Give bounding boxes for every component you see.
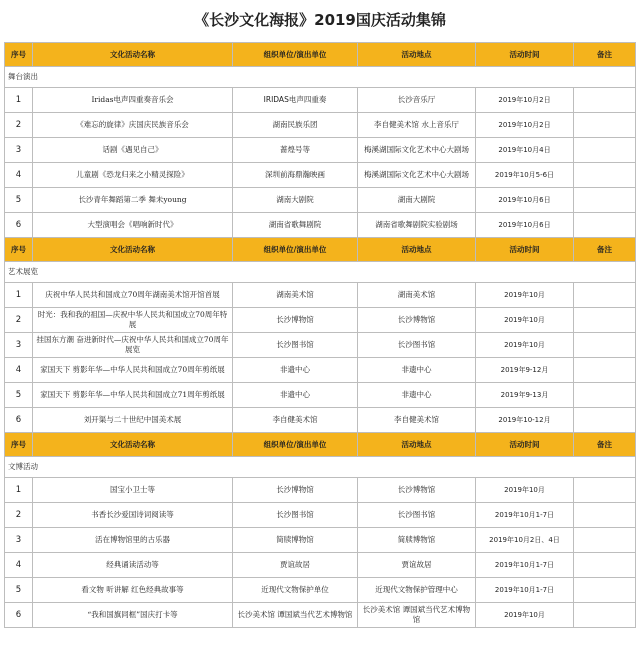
- row-number-cell: 6: [5, 603, 33, 628]
- activity-name-cell: 刘开渠与二十世纪中国美术展: [33, 408, 233, 433]
- remark-cell: [574, 553, 636, 578]
- activity-time-cell: 2019年10月6日: [476, 213, 574, 238]
- organizer-cell: 简牍博物馆: [233, 528, 358, 553]
- activity-time-cell: 2019年10月: [476, 478, 574, 503]
- row-number-cell: 6: [5, 213, 33, 238]
- remark-cell: [574, 528, 636, 553]
- header-venue: 活动地点: [358, 238, 476, 262]
- table-row: [5, 383, 636, 408]
- activity-name-cell: 挂国东方潮 奋进新时代—庆祝中华人民共和国成立70周年展览: [33, 333, 233, 358]
- header-organizer: 组织单位/演出单位: [233, 433, 358, 457]
- activity-name-cell: 经典诵读活动等: [33, 553, 233, 578]
- row-number-cell: 3: [5, 528, 33, 553]
- venue-cell: 长沙博物馆: [358, 478, 476, 503]
- category-row: [5, 262, 636, 283]
- activity-time-cell: 2019年10月6日: [476, 188, 574, 213]
- remark-cell: [574, 283, 636, 308]
- organizer-cell: 长沙图书馆: [233, 503, 358, 528]
- table-row: [5, 578, 636, 603]
- table-row: [5, 553, 636, 578]
- header-activity-time: 活动时间: [476, 433, 574, 457]
- activity-time-cell: 2019年9-13月: [476, 383, 574, 408]
- remark-cell: [574, 163, 636, 188]
- organizer-cell: 湖南省歌舞剧院: [233, 213, 358, 238]
- activity-name-cell: 话剧《遇见自己》: [33, 138, 233, 163]
- activity-name-cell: 庆祝中华人民共和国成立70周年湖南美术馆开馆首展: [33, 283, 233, 308]
- row-number-cell: 2: [5, 113, 33, 138]
- organizer-cell: 湖南大剧院: [233, 188, 358, 213]
- organizer-cell: 湖南美术馆: [233, 283, 358, 308]
- header-row-number: 序号: [5, 238, 33, 262]
- header-venue: 活动地点: [358, 433, 476, 457]
- activity-time-cell: 2019年10月2日、4日: [476, 528, 574, 553]
- venue-cell: 贾谊故居: [358, 553, 476, 578]
- activity-time-cell: 2019年10月4日: [476, 138, 574, 163]
- row-number-cell: 1: [5, 283, 33, 308]
- activity-time-cell: 2019年10月: [476, 283, 574, 308]
- category-label: 艺术展览: [5, 262, 636, 283]
- activity-name-cell: Iridas电声四重奏音乐会: [33, 88, 233, 113]
- venue-cell: 李自健美术馆 水上音乐厅: [358, 113, 476, 138]
- activity-time-cell: 2019年10月: [476, 603, 574, 628]
- venue-cell: 非遗中心: [358, 383, 476, 408]
- table-row: [5, 528, 636, 553]
- venue-cell: 简牍博物馆: [358, 528, 476, 553]
- row-number-cell: 5: [5, 383, 33, 408]
- organizer-cell: 长沙图书馆: [233, 333, 358, 358]
- table-row: [5, 163, 636, 188]
- venue-cell: 长沙图书馆: [358, 503, 476, 528]
- organizer-cell: 湖南民族乐团: [233, 113, 358, 138]
- activity-name-cell: “我和国旗同框”国庆打卡等: [33, 603, 233, 628]
- table-row: [5, 213, 636, 238]
- activity-time-cell: 2019年10月1-7日: [476, 578, 574, 603]
- page-title: 《长沙文化海报》2019国庆活动集锦: [194, 11, 446, 29]
- organizer-cell: 贾谊故居: [233, 553, 358, 578]
- header-activity-time: 活动时间: [476, 43, 574, 67]
- remark-cell: [574, 188, 636, 213]
- table-row: [5, 408, 636, 433]
- activity-name-cell: 长沙青年舞蹈第二季 舞未young: [33, 188, 233, 213]
- activity-name-cell: 《难忘的旋律》庆国庆民族音乐会: [33, 113, 233, 138]
- table-row: [5, 113, 636, 138]
- remark-cell: [574, 408, 636, 433]
- remark-cell: [574, 138, 636, 163]
- venue-cell: 长沙美术馆 谭国斌当代艺术博物馆: [358, 603, 476, 628]
- row-number-cell: 3: [5, 138, 33, 163]
- row-number-cell: 2: [5, 308, 33, 333]
- activity-time-cell: 2019年10月: [476, 333, 574, 358]
- category-row: [5, 67, 636, 88]
- row-number-cell: 3: [5, 333, 33, 358]
- row-number-cell: 4: [5, 553, 33, 578]
- header-activity-name: 文化活动名称: [33, 433, 233, 457]
- row-number-cell: 6: [5, 408, 33, 433]
- header-remark: 备注: [574, 43, 636, 67]
- remark-cell: [574, 113, 636, 138]
- remark-cell: [574, 383, 636, 408]
- header-row-number: 序号: [5, 433, 33, 457]
- header-row-number: 序号: [5, 43, 33, 67]
- table-row: [5, 478, 636, 503]
- venue-cell: 长沙图书馆: [358, 333, 476, 358]
- table-header-row: [5, 433, 636, 457]
- venue-cell: 近现代文物保护管理中心: [358, 578, 476, 603]
- venue-cell: 梅溪湖国际文化艺术中心大剧场: [358, 138, 476, 163]
- organizer-cell: IRIDAS电声四重奏: [233, 88, 358, 113]
- table-row: [5, 333, 636, 358]
- table-row: [5, 503, 636, 528]
- header-activity-name: 文化活动名称: [33, 43, 233, 67]
- organizer-cell: 深圳前海鼎瀚映画: [233, 163, 358, 188]
- category-label: 文博活动: [5, 457, 636, 478]
- activity-name-cell: 儿童剧《恐龙归来之小精灵探险》: [33, 163, 233, 188]
- table-row: [5, 138, 636, 163]
- organizer-cell: 非遗中心: [233, 358, 358, 383]
- table-row: [5, 308, 636, 333]
- activity-time-cell: 2019年10月2日: [476, 113, 574, 138]
- remark-cell: [574, 333, 636, 358]
- activity-time-cell: 2019年10月: [476, 308, 574, 333]
- venue-cell: 李自健美术馆: [358, 408, 476, 433]
- category-label: 舞台演出: [5, 67, 636, 88]
- table-row: [5, 188, 636, 213]
- remark-cell: [574, 578, 636, 603]
- header-remark: 备注: [574, 433, 636, 457]
- organizer-cell: 李自健美术馆: [233, 408, 358, 433]
- row-number-cell: 5: [5, 188, 33, 213]
- activity-name-cell: 活在博物馆里的古乐器: [33, 528, 233, 553]
- organizer-cell: 长沙博物馆: [233, 308, 358, 333]
- organizer-cell: 长沙美术馆 谭国斌当代艺术博物馆: [233, 603, 358, 628]
- table-row: [5, 88, 636, 113]
- activity-name-cell: 大型演唱会《唱响新时代》: [33, 213, 233, 238]
- table-header-row: [5, 43, 636, 67]
- organizer-cell: 蔷煌号等: [233, 138, 358, 163]
- activity-name-cell: 家国天下 剪影年华—中华人民共和国成立70周年剪纸展: [33, 358, 233, 383]
- table-row: [5, 283, 636, 308]
- venue-cell: 梅溪湖国际文化艺术中心大剧场: [358, 163, 476, 188]
- activity-time-cell: 2019年9-12月: [476, 358, 574, 383]
- row-number-cell: 2: [5, 503, 33, 528]
- activity-time-cell: 2019年10月5-6日: [476, 163, 574, 188]
- row-number-cell: 4: [5, 163, 33, 188]
- remark-cell: [574, 88, 636, 113]
- activity-table: [4, 42, 636, 628]
- remark-cell: [574, 603, 636, 628]
- activity-time-cell: 2019年10月2日: [476, 88, 574, 113]
- organizer-cell: 非遗中心: [233, 383, 358, 408]
- venue-cell: 长沙音乐厅: [358, 88, 476, 113]
- activity-name-cell: 国宝小卫士等: [33, 478, 233, 503]
- activity-name-cell: 家国天下 剪影年华—中华人民共和国成立71周年剪纸展: [33, 383, 233, 408]
- header-remark: 备注: [574, 238, 636, 262]
- activity-name-cell: 看文物 听讲解 红色经典故事等: [33, 578, 233, 603]
- remark-cell: [574, 308, 636, 333]
- header-organizer: 组织单位/演出单位: [233, 43, 358, 67]
- venue-cell: 湖南省歌舞剧院实验剧场: [358, 213, 476, 238]
- table-body: [5, 43, 636, 628]
- venue-cell: 长沙博物馆: [358, 308, 476, 333]
- activity-time-cell: 2019年10-12月: [476, 408, 574, 433]
- category-row: [5, 457, 636, 478]
- row-number-cell: 5: [5, 578, 33, 603]
- header-organizer: 组织单位/演出单位: [233, 238, 358, 262]
- header-activity-time: 活动时间: [476, 238, 574, 262]
- remark-cell: [574, 358, 636, 383]
- table-header-row: [5, 238, 636, 262]
- table-row: [5, 358, 636, 383]
- activity-time-cell: 2019年10月1-7日: [476, 503, 574, 528]
- activity-name-cell: 时光：我和我的祖国—庆祝中华人民共和国成立70周年特展: [33, 308, 233, 333]
- organizer-cell: 长沙博物馆: [233, 478, 358, 503]
- venue-cell: 湖南大剧院: [358, 188, 476, 213]
- row-number-cell: 4: [5, 358, 33, 383]
- activity-name-cell: 书香长沙爱国诗词阅读等: [33, 503, 233, 528]
- remark-cell: [574, 213, 636, 238]
- organizer-cell: 近现代文物保护单位: [233, 578, 358, 603]
- header-venue: 活动地点: [358, 43, 476, 67]
- row-number-cell: 1: [5, 88, 33, 113]
- venue-cell: 非遗中心: [358, 358, 476, 383]
- activity-time-cell: 2019年10月1-7日: [476, 553, 574, 578]
- remark-cell: [574, 478, 636, 503]
- row-number-cell: 1: [5, 478, 33, 503]
- venue-cell: 湖南美术馆: [358, 283, 476, 308]
- header-activity-name: 文化活动名称: [33, 238, 233, 262]
- remark-cell: [574, 503, 636, 528]
- table-row: [5, 603, 636, 628]
